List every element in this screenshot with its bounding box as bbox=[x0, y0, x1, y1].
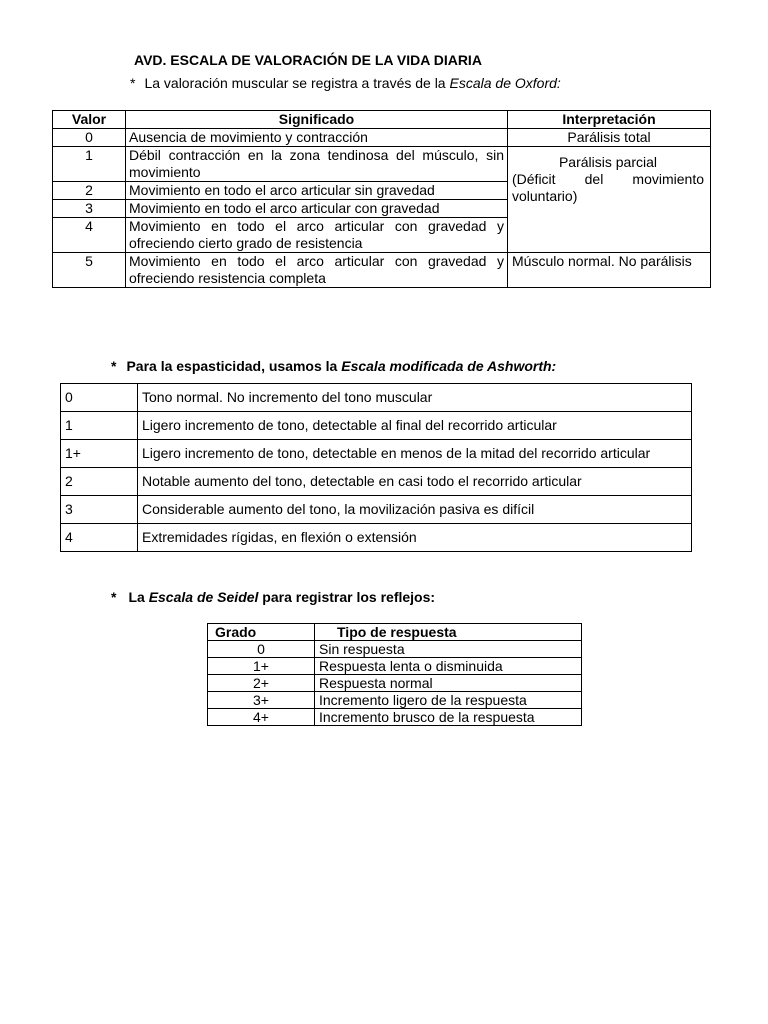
table-row bbox=[208, 709, 582, 726]
response-cell: Respuesta normal bbox=[315, 675, 582, 692]
value-cell: 0 bbox=[53, 129, 126, 147]
oxford-intro-text: La valoración muscular se registra a través de la bbox=[144, 75, 450, 91]
grade-cell: 1+ bbox=[208, 658, 315, 675]
interpretation-total: Parálisis total bbox=[508, 129, 711, 147]
grade-cell: 0 bbox=[208, 641, 315, 658]
interpretation-partial bbox=[508, 147, 711, 253]
meaning-cell: Movimiento en todo el arco articular con gravedad y ofreciendo resistencia completa bbox=[126, 253, 508, 288]
table-row bbox=[208, 658, 582, 675]
grade-cell: 2 bbox=[61, 468, 138, 496]
table-row bbox=[53, 129, 711, 147]
meaning-cell: Ausencia de movimiento y contracción bbox=[126, 129, 508, 147]
meaning-cell: Movimiento en todo el arco articular con gravedad y ofreciendo cierto grado de resistencia bbox=[126, 218, 508, 253]
bullet-star: * bbox=[111, 358, 117, 374]
table-row bbox=[53, 253, 711, 288]
ashworth-scale-table bbox=[60, 383, 692, 552]
ashworth-intro-text: Para la espasticidad, usamos la bbox=[126, 358, 342, 374]
response-cell: Incremento ligero de la respuesta bbox=[315, 692, 582, 709]
table-row bbox=[61, 468, 692, 496]
header-interpretacion: Interpretación bbox=[508, 111, 711, 129]
meaning-cell: Movimiento en todo el arco articular sin gravedad bbox=[126, 182, 508, 200]
value-cell: 2 bbox=[53, 182, 126, 200]
header-valor: Valor bbox=[53, 111, 126, 129]
ashworth-intro bbox=[111, 358, 556, 374]
table-row bbox=[61, 496, 692, 524]
bullet-star: * bbox=[111, 589, 117, 605]
value-cell: 5 bbox=[53, 253, 126, 288]
description-cell: Ligero incremento de tono, detectable al final del recorrido articular bbox=[138, 412, 692, 440]
description-cell: Tono normal. No incremento del tono muscular bbox=[138, 384, 692, 412]
table-row bbox=[61, 440, 692, 468]
grade-cell: 0 bbox=[61, 384, 138, 412]
grade-cell: 3 bbox=[61, 496, 138, 524]
header-grado: Grado bbox=[208, 624, 315, 641]
response-cell: Respuesta lenta o disminuida bbox=[315, 658, 582, 675]
oxford-scale-table bbox=[52, 110, 711, 288]
table-header-row bbox=[208, 624, 582, 641]
bullet-star: * bbox=[130, 75, 136, 91]
value-cell: 4 bbox=[53, 218, 126, 253]
description-cell: Ligero incremento de tono, detectable en menos de la mitad del recorrido articular bbox=[138, 440, 692, 468]
partial-detail: (Déficit del movimiento voluntario) bbox=[512, 171, 704, 204]
table-row bbox=[61, 412, 692, 440]
seidel-scale-name: Escala de Seidel bbox=[148, 589, 259, 605]
table-row bbox=[208, 692, 582, 709]
description-cell: Extremidades rígidas, en flexión o extensión bbox=[138, 524, 692, 552]
table-row bbox=[208, 675, 582, 692]
seidel-scale-table bbox=[207, 623, 582, 726]
seidel-intro-prefix: La bbox=[128, 589, 149, 605]
interpretation-normal: Músculo normal. No parálisis bbox=[508, 253, 711, 288]
seidel-intro-suffix: para registrar los reflejos: bbox=[258, 589, 436, 605]
description-cell: Notable aumento del tono, detectable en casi todo el recorrido articular bbox=[138, 468, 692, 496]
value-cell: 3 bbox=[53, 200, 126, 218]
oxford-intro bbox=[130, 75, 561, 91]
partial-title: Parálisis parcial bbox=[558, 154, 658, 170]
value-cell: 1 bbox=[53, 147, 126, 182]
table-row bbox=[61, 384, 692, 412]
description-cell: Considerable aumento del tono, la movilización pasiva es difícil bbox=[138, 496, 692, 524]
grade-cell: 4+ bbox=[208, 709, 315, 726]
table-row bbox=[61, 524, 692, 552]
grade-cell: 1+ bbox=[61, 440, 138, 468]
response-cell: Incremento brusco de la respuesta bbox=[315, 709, 582, 726]
ashworth-scale-name: Escala modificada de Ashworth: bbox=[341, 358, 557, 374]
table-row bbox=[53, 147, 711, 182]
seidel-intro bbox=[111, 589, 435, 605]
table-header-row bbox=[53, 111, 711, 129]
page-title: AVD. ESCALA DE VALORACIÓN DE LA VIDA DIARIA bbox=[134, 52, 482, 68]
grade-cell: 2+ bbox=[208, 675, 315, 692]
header-significado: Significado bbox=[126, 111, 508, 129]
oxford-scale-name: Escala de Oxford: bbox=[449, 75, 561, 91]
table-row bbox=[208, 641, 582, 658]
meaning-cell: Movimiento en todo el arco articular con gravedad bbox=[126, 200, 508, 218]
grade-cell: 4 bbox=[61, 524, 138, 552]
response-cell: Sin respuesta bbox=[315, 641, 582, 658]
header-tipo-respuesta: Tipo de respuesta bbox=[315, 624, 582, 641]
grade-cell: 1 bbox=[61, 412, 138, 440]
grade-cell: 3+ bbox=[208, 692, 315, 709]
meaning-cell: Débil contracción en la zona tendinosa del músculo, sin movimiento bbox=[126, 147, 508, 182]
